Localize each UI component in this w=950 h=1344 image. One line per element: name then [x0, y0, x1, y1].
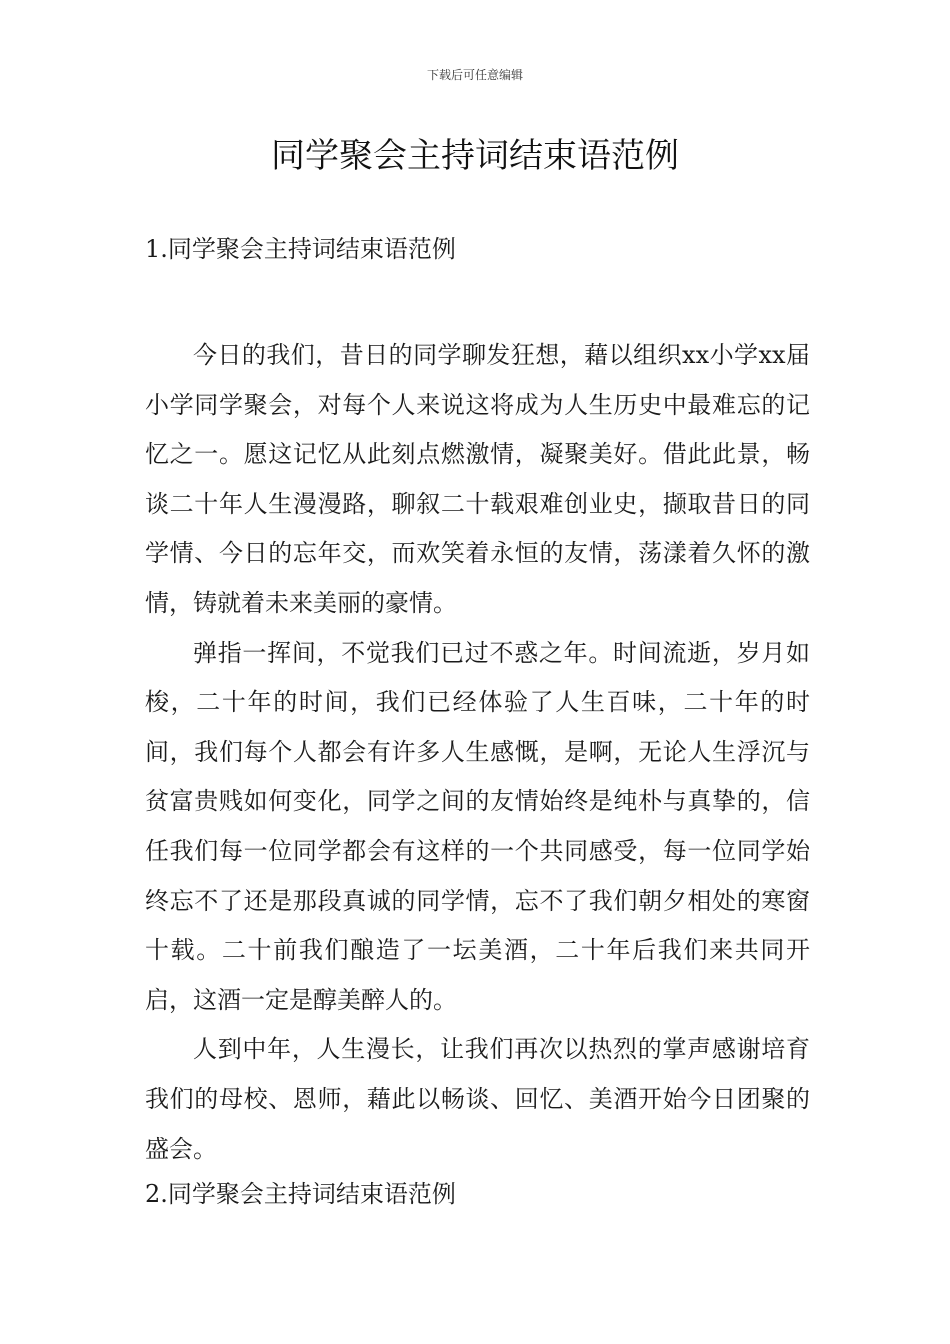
- paragraph-3: 人到中年，人生漫长，让我们再次以热烈的掌声感谢培育我们的母校、恩师，藉此以畅谈、回忆、美酒开始今日团聚的盛会。: [145, 1035, 810, 1163]
- section-1-body: [145, 331, 810, 1174]
- section-heading-2: 2.同学聚会主持词结束语范例: [145, 1180, 456, 1208]
- header-note: 下载后可任意编辑: [426, 68, 523, 82]
- paragraph-2: 弹指一挥间，不觉我们已过不惑之年。时间流逝，岁月如梭，二十年的时间，我们已经体验了人生百味，二十年的时间，我们每个人都会有许多人生感慨，是啊，无论人生浮沉与贫富贵贱如何变化，同学之间的友情始终是纯朴与真挚的，信任我们每一位同学都会有这样的一个共同感受，每一位同学始终忘不了还是那段真诚的同学情，忘不了我们朝夕相处的寒窗十载。二十前我们酿造了一坛美酒，二十年后我们来共同开启，这酒一定是醇美醉人的。: [145, 638, 810, 1014]
- document-title: 同学聚会主持词结束语范例: [271, 136, 679, 176]
- paragraph-1: 今日的我们，昔日的同学聊发狂想，藉以组织xx小学xx届小学同学聚会，对每个人来说这将成为人生历史中最难忘的记忆之一。愿这记忆从此刻点燃激情，凝聚美好。借此此景，畅谈二十年人生漫漫路，聊叙二十载艰难创业史，撷取昔日的同学情、今日的忘年交，而欢笑着永恒的友情，荡漾着久怀的激情，铸就着未来美丽的豪情。: [145, 341, 810, 617]
- section-heading-1: 1.同学聚会主持词结束语范例: [145, 235, 456, 263]
